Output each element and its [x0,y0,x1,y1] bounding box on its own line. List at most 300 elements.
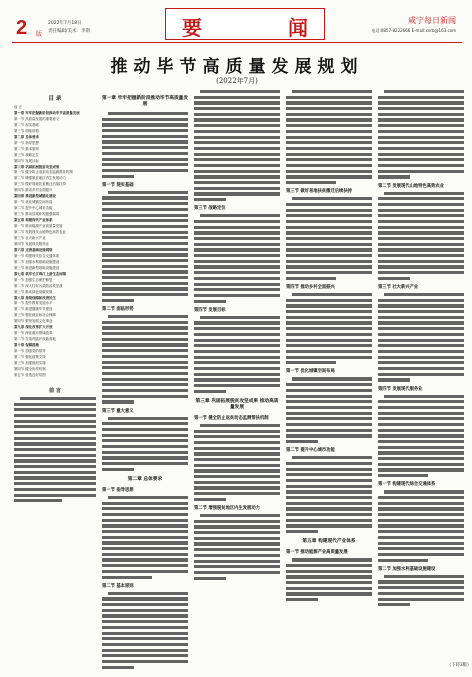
text-line [194,531,280,534]
text-line [200,316,280,319]
section-heading: 第二节 面临形势 [102,307,134,312]
toc-entry: 第十章 保障措施 [14,343,39,348]
contact-line: 电话:0857-8222666 E-mail:xnrb@163.com [371,28,456,33]
toc-entry: 第二节 强化政策支持 [14,355,46,360]
text-line [286,118,372,121]
section-heading: 第一节 现实基础 [102,182,134,188]
text-line [102,225,188,228]
text-line [102,321,188,324]
text-line [194,130,280,133]
text-line [194,118,280,121]
text-line [102,208,188,211]
text-line [194,175,280,178]
text-line [194,158,280,161]
text-line [194,565,280,568]
text-line [378,547,464,550]
text-line [378,367,464,370]
text-line [286,462,372,465]
text-line [102,242,188,245]
text-line [286,434,372,437]
text-line [194,237,280,240]
text-line [102,547,188,550]
text-line [378,231,464,234]
text-line [102,253,188,256]
body-text [378,90,464,179]
continued-note: （下转3版） [447,663,472,668]
text-line [286,220,372,223]
text-line [14,482,96,485]
toc-entry: 第八章 持续保障和改善民生 [14,295,56,300]
text-line [102,146,188,149]
text-line [286,147,372,150]
text-line [102,135,188,138]
text-line [102,462,188,465]
text-line [194,350,280,353]
text-line [378,513,464,516]
text-line [286,304,372,307]
text-line [194,164,280,167]
article-headline: 推动毕节高质量发展规划 [110,57,364,77]
text-line [102,524,188,527]
text-line [286,383,372,386]
text-line [378,553,464,556]
text-line [108,496,188,499]
text-line [194,147,280,150]
text-line [286,485,372,488]
text-line [292,456,372,459]
text-line [102,389,188,392]
text-line [102,231,188,234]
text-line [194,294,280,297]
text-line [378,265,464,268]
text-line [102,564,188,567]
text-line [286,170,372,173]
text-line [14,414,96,417]
text-line [194,542,280,545]
text-line [14,437,96,440]
text-line [194,192,280,195]
text-line [194,248,280,251]
text-line [108,592,188,595]
text-line [194,548,280,551]
text-line [14,454,96,457]
text-line [14,465,96,468]
text-line [378,356,464,359]
text-line [286,581,372,584]
toc-entry: 第二节 加强水利基础设施建设 [14,259,60,264]
text-line [286,592,372,595]
text-line [378,423,464,426]
body-text [378,293,464,382]
text-line [286,530,318,533]
text-line [200,214,280,217]
text-line [14,499,62,502]
text-line [378,197,464,200]
text-line [194,571,280,574]
toc-entry: 第三节 推动县城补短板强弱项 [14,212,60,217]
text-line [286,344,372,347]
body-text [102,191,188,302]
text-line [286,327,372,330]
text-line [286,575,372,578]
toc-entry: 第四节 繁荣发展文化事业 [14,319,53,324]
text-line [286,598,318,601]
text-line [194,265,280,268]
text-line [102,383,188,386]
text-line [102,196,188,199]
text-line [378,321,464,324]
text-line [194,537,280,540]
text-line [378,603,410,606]
toc-entry: 第一节 加强党的领导 [14,349,46,354]
text-line [102,513,188,516]
section-heading: 第一节 健全防止返贫动态监测帮扶机制 [194,415,269,421]
text-line [378,586,464,589]
toc-entry: 第一节 优化城镇空间布局 [14,200,53,205]
text-line [194,288,280,291]
text-line [20,397,96,400]
text-line [378,451,464,454]
text-line [108,417,188,420]
text-line [102,456,188,459]
text-line [286,310,372,313]
toc-entry: 第一节 构建现代综合交通体系 [14,253,60,258]
text-line [194,321,280,324]
toc-entry: 第五章 构建现代产业体系 [14,218,53,223]
text-line [384,90,464,93]
text-line [194,226,280,229]
text-line [378,434,464,437]
body-text [286,558,372,601]
text-line [378,327,464,330]
toc-entry: 第一节 高质量发展的重要意义 [14,116,60,121]
text-line [102,248,188,251]
text-line [378,226,464,229]
toc-entry: 第三节 推动绿色低碳发展 [14,289,53,294]
text-line [102,123,188,126]
text-line [378,136,464,139]
text-line [286,440,318,443]
toc-entry: 第一节 推动能源产业高质量发展 [14,224,63,229]
text-line [292,90,372,93]
column-2 [102,90,188,671]
text-line [378,580,464,583]
text-line [102,530,188,533]
text-line [102,129,188,132]
text-line [286,339,372,342]
chapter-heading: 第五章 构建现代产业体系 [302,539,356,545]
toc-entry: 第二章 总体要求 [14,134,39,139]
text-line [378,170,464,173]
toc-entry: 第二节 推进健康毕节建设 [14,307,53,312]
text-line [286,473,372,476]
text-line [102,118,188,121]
toc-entry: 第一节 健全防止返贫动态监测帮扶机制 [14,170,73,175]
text-line [286,231,372,234]
text-line [194,107,280,110]
text-line [102,169,188,172]
text-line [286,107,372,110]
text-line [102,649,188,652]
text-line [286,181,336,184]
text-line [378,237,464,240]
text-line [194,113,280,116]
text-line [286,519,372,522]
text-line [378,598,464,601]
text-line [194,231,280,234]
section-heading: 第三节 重大意义 [102,408,134,414]
toc-entry: 前 言 [14,105,22,109]
text-line [102,299,134,302]
text-line [384,395,464,398]
text-line [286,356,372,359]
text-line [378,304,464,307]
text-line [378,164,464,167]
toc-entry: 第二节 发展现代山地特色高效农业 [14,230,66,235]
text-line [286,361,336,364]
body-text [102,315,188,404]
chapter-heading: 第一章 牢牢把握新阶段推动毕节高质量发展 [102,96,189,107]
column-3 [194,90,280,582]
text-line [194,344,280,347]
text-line [378,592,464,595]
section-heading: 第二节 增强脱贫地区内生发展动力 [194,506,260,511]
body-text [102,496,188,579]
body-text [286,90,372,184]
text-line [102,214,188,217]
text-line [194,243,280,246]
text-line [102,202,188,205]
text-line [378,124,464,127]
text-line [194,198,226,201]
text-line [286,260,372,263]
text-line [378,344,464,347]
text-line [378,107,464,110]
chapter-heading: 第三章 巩固拓展脱贫攻坚成果 推动高质量发展 [195,398,279,410]
text-line [102,666,134,669]
text-line [102,349,188,352]
text-line [286,254,372,257]
text-line [194,373,280,376]
text-line [378,536,464,539]
text-line [102,428,188,431]
toc-entry: 第六章 完善基础设施网络 [14,247,53,252]
toc-entry: 第一节 指导思想 [14,140,39,145]
section-heading: 第三节 壮大新兴产业 [378,285,419,290]
text-line [194,220,280,223]
text-line [200,90,280,93]
text-line [286,96,372,99]
toc-entry: 第三节 强化就业和社会保障 [14,313,56,318]
text-line [102,236,188,239]
text-line [102,643,188,646]
toc-entry: 第一章 牢牢把握新阶段推动毕节高质量发展 [14,110,80,115]
chapter-heading: 第二章 总体要求 [127,476,163,482]
text-line [384,192,464,195]
section-heading: 第一节 优化城镇空间布局 [286,369,335,375]
body-text [378,192,464,281]
toc-entry: 第三章 巩固拓展脱贫攻坚成果 [14,164,60,169]
text-line [102,152,188,155]
text-line [194,101,280,104]
text-line [14,459,96,462]
text-line [286,490,372,493]
text-line [194,367,280,370]
text-line [102,326,188,329]
text-line [194,384,280,387]
column-1 [14,90,96,505]
section-heading: 第二节 基本原则 [102,583,134,589]
toc-entry: 第三节 战略定位 [14,152,39,157]
text-line [102,570,188,573]
text-line [286,429,372,432]
toc-entry: 第一节 深化重点领域改革 [14,331,53,336]
text-line [200,514,280,517]
toc-entry: 第四节 发展现代服务业 [14,241,49,246]
text-line [286,423,372,426]
toc-entry: 第二节 深入打好污染防治攻坚战 [14,283,63,288]
text-line [286,570,372,573]
text-line [194,339,280,342]
text-line [378,220,464,223]
section-title-box [165,8,325,40]
text-line [286,209,372,212]
text-line [194,441,280,444]
text-line [102,597,188,600]
text-line [14,431,96,434]
text-line [378,463,464,466]
text-line [14,403,96,406]
text-line [378,333,464,336]
section-heading: 第四节 发展现代服务业 [378,386,423,392]
toc-title: 目 录 [48,96,62,102]
text-line [378,310,464,313]
text-line [378,277,410,280]
text-line [378,130,464,133]
text-line [14,494,96,497]
text-line [194,481,280,484]
toc-entry: 第三节 面临形势 [14,128,39,133]
text-line [292,197,372,200]
text-line [378,440,464,443]
text-line [194,136,280,139]
text-line [102,293,188,296]
section-heading: 第一节 指导思想 [102,487,134,493]
text-line [286,496,372,499]
text-line [378,141,464,144]
text-line [286,130,372,133]
section-heading: 第一节 构建现代综合交通体系 [378,482,436,488]
body-text [194,90,280,201]
toc-entry: 第五节 营造良好氛围 [14,372,46,377]
text-line [286,271,372,274]
text-line [378,96,464,99]
text-line [194,475,280,478]
text-line [194,124,280,127]
text-line [102,439,188,442]
text-line [286,321,372,324]
text-line [194,390,226,393]
text-line [200,424,280,427]
text-line [378,417,464,420]
text-line [102,451,188,454]
text-line [102,445,188,448]
body-text [286,456,372,533]
text-line [286,243,372,246]
body-text [194,514,280,580]
text-line [194,430,280,433]
text-line [102,614,188,617]
toc-entry: 第三节 做好易地扶贫搬迁后续扶持 [14,182,66,187]
section-heading: 第四节 发展目标 [194,307,226,313]
text-line [102,282,188,285]
paper-name: 咸宁每日新闻 [408,16,456,25]
section-heading: 第三节 战略定位 [194,206,226,212]
text-line [378,519,464,522]
text-line [102,395,188,398]
toc-entry: 第二节 打造内陆开放新高地 [14,337,56,342]
editor-credit: 责任编辑/美术：李斯 [48,29,91,34]
text-line [194,447,280,450]
text-line [286,226,372,229]
text-line [378,530,464,533]
text-line [194,96,280,99]
toc-entry: 第二节 增强脱贫地区内生发展动力 [14,176,66,181]
text-line [286,412,372,415]
text-line [108,191,188,194]
text-line [378,209,464,212]
column-5 [378,90,464,609]
text-line [194,327,280,330]
section-title-left: 要 [182,16,202,40]
text-line [108,112,188,115]
text-line [384,293,464,296]
text-line [102,259,188,262]
text-line [102,660,188,663]
text-line [102,632,188,635]
text-line [14,471,96,474]
text-line [14,408,96,411]
text-line [194,333,280,336]
toc-entry: 第二节 基本原则 [14,146,39,151]
text-line [102,502,188,505]
text-line [286,564,372,567]
text-line [102,468,134,471]
text-line [194,452,280,455]
text-line [378,400,464,403]
text-line [102,422,188,425]
text-line [194,260,280,263]
text-line [194,356,280,359]
body-text [194,424,280,501]
text-line [286,299,372,302]
text-line [102,163,188,166]
text-line [286,153,372,156]
text-line [102,332,188,335]
text-line [286,248,372,251]
body-text [102,112,188,178]
text-line [378,446,464,449]
text-line [194,486,280,489]
body-text [378,490,464,561]
text-line [286,124,372,127]
text-line [194,458,280,461]
body-text [378,395,464,478]
text-line [378,175,410,178]
text-line [378,559,428,562]
page-number: 2 [16,17,28,39]
text-line [378,316,464,319]
